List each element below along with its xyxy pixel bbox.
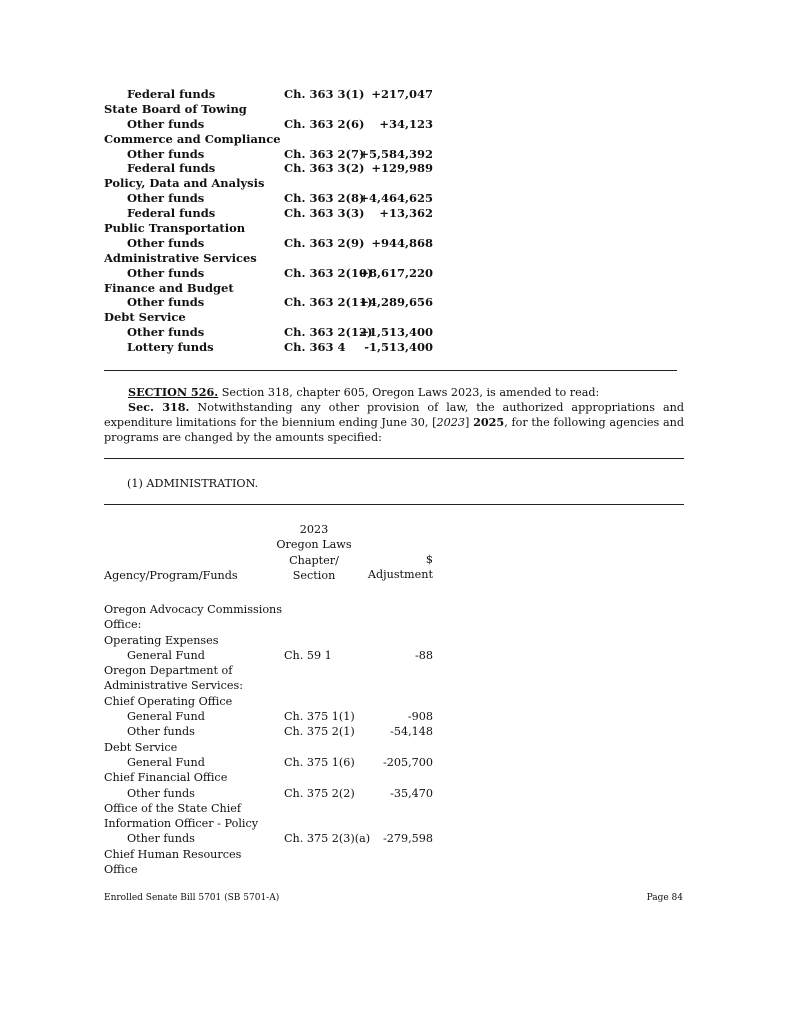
agency-label: Public Transportation: [104, 221, 246, 236]
chapter-section: Ch. 363 2(12): [284, 325, 373, 340]
fund-label: Federal funds: [127, 206, 216, 221]
fund-label: Other funds: [127, 786, 195, 800]
footer-bill-name: Enrolled Senate Bill 5701 (SB 5701-A): [104, 893, 280, 903]
adjustment-header-line: $: [425, 553, 433, 566]
fund-label: Other funds: [127, 235, 205, 250]
fund-label: General Fund: [127, 755, 205, 769]
divider-mid-2: [104, 504, 684, 505]
fund-label: Other funds: [127, 325, 205, 340]
agency-label: Chief Human Resources: [104, 847, 242, 861]
agency-label: Information Officer - Policy: [104, 817, 259, 831]
agency-label: Administrative Services: [104, 250, 257, 265]
agency-label: Chief Operating Office: [104, 694, 233, 708]
adjustment-amount: +129,989: [371, 161, 433, 176]
chapter-header-line: Chapter/: [289, 553, 339, 567]
column-header-adjustment: [362, 552, 433, 583]
fund-label: Other funds: [127, 832, 195, 846]
chapter-section: Ch. 363 3(3): [284, 206, 365, 221]
chapter-header-line: Section: [292, 568, 336, 582]
adjustment-amount: +13,362: [379, 206, 433, 221]
adjustment-amount: -1,513,400: [364, 340, 433, 355]
agency-label: Policy, Data and Analysis: [104, 176, 265, 191]
adjustment-amount: +944,868: [371, 235, 433, 250]
agency-label: Operating Expenses: [104, 633, 219, 647]
fund-label: General Fund: [127, 710, 205, 724]
administration-heading: (1) ADMINISTRATION.: [127, 477, 259, 490]
chapter-section: Ch. 375 1(6): [284, 755, 355, 769]
agency-label: Commerce and Compliance: [104, 131, 281, 146]
fund-label: Other funds: [127, 116, 205, 131]
adjustment-amount: -908: [407, 710, 433, 724]
adjustment-amount: -279,598: [382, 832, 433, 846]
adjustment-amount: +1,513,400: [359, 325, 433, 340]
section-body-end: , for the following agencies and programs are changed by the amounts specified:: [104, 416, 685, 444]
agency-label: Chief Financial Office: [104, 771, 228, 785]
new-year: 2025: [473, 415, 505, 429]
chapter-header-line: 2023: [299, 523, 329, 536]
fund-label: Other funds: [127, 191, 205, 206]
agency-label: Oregon Department of: [104, 664, 233, 678]
adjustment-header-line: Adjustment: [367, 568, 433, 582]
chapter-section: Ch. 363 2(6): [284, 116, 365, 131]
adjustment-amount: -205,700: [382, 755, 433, 769]
chapter-section: Ch. 375 1(1): [284, 710, 355, 724]
adjustment-amount: +4,289,656: [359, 295, 433, 310]
adjustment-amount: +34,123: [379, 116, 433, 131]
chapter-header-line: Oregon Laws: [276, 538, 352, 552]
chapter-section: Ch. 363 2(10): [284, 265, 373, 280]
chapter-section: Ch. 363 2(11): [284, 295, 373, 310]
deleted-year: 2023: [436, 416, 465, 429]
chapter-section: Ch. 363 3(1): [284, 87, 365, 101]
adjustment-amount: +5,584,392: [359, 146, 433, 161]
divider-top: [104, 370, 677, 371]
chapter-section: Ch. 363 2(8): [284, 191, 365, 206]
adjustment-amount: -88: [414, 648, 433, 662]
adjustment-amount: +8,617,220: [359, 265, 433, 280]
adjustment-amount: +4,464,625: [359, 191, 433, 206]
adjustment-amount: +217,047: [371, 87, 433, 101]
fund-label: Other funds: [127, 295, 205, 310]
fund-label: General Fund: [127, 648, 205, 662]
agency-label: Office: [104, 863, 138, 877]
agency-label: Office of the State Chief: [104, 801, 242, 815]
fund-label: Other funds: [127, 725, 195, 739]
adjustment-amount: -35,470: [390, 786, 433, 800]
chapter-section: Ch. 59 1: [284, 648, 332, 662]
section-heading: SECTION 526.: [128, 385, 219, 399]
agency-label: Office:: [104, 618, 142, 632]
fund-label: Lottery funds: [127, 340, 214, 355]
section-intro-text: Section 318, chapter 605, Oregon Laws 2023, is amended to read:: [218, 386, 600, 399]
sec-label: Sec. 318.: [128, 400, 190, 414]
fund-label: Other funds: [127, 146, 205, 161]
chapter-section: Ch. 363 2(9): [284, 235, 365, 250]
chapter-section: Ch. 375 2(1): [284, 725, 355, 739]
fund-label: Other funds: [127, 265, 205, 280]
chapter-section: Ch. 363 4: [284, 340, 346, 355]
bracket-close: ]: [465, 416, 474, 429]
agency-label: Debt Service: [104, 310, 186, 325]
chapter-section: Ch. 363 2(7): [284, 146, 365, 161]
footer-page-number: Page 84: [646, 893, 683, 903]
column-header-agency: Agency/Program/Funds: [104, 569, 238, 582]
agency-label: Finance and Budget: [104, 280, 234, 295]
section-body: [104, 400, 684, 445]
chapter-section: Ch. 363 3(2): [284, 161, 365, 176]
divider-mid-1: [104, 458, 684, 459]
section-526: [104, 385, 684, 445]
adjustment-amount: -54,148: [390, 725, 433, 739]
agency-label: State Board of Towing: [104, 101, 247, 116]
agency-label: Debt Service: [104, 740, 178, 754]
chapter-section: Ch. 375 2(3)(a): [284, 832, 371, 846]
fund-label: Federal funds: [127, 161, 216, 176]
agency-label: Administrative Services:: [104, 679, 243, 693]
agency-label: Oregon Advocacy Commissions: [104, 603, 283, 616]
fund-label: Federal funds: [127, 87, 216, 101]
section-body-start: Notwithstanding any other provision of law, the authorized appropriations and expenditure limitations for the biennium ending June 30, [: [104, 401, 685, 429]
column-header-chapter: [272, 522, 356, 583]
section-intro: [104, 385, 684, 400]
chapter-section: Ch. 375 2(2): [284, 786, 355, 800]
